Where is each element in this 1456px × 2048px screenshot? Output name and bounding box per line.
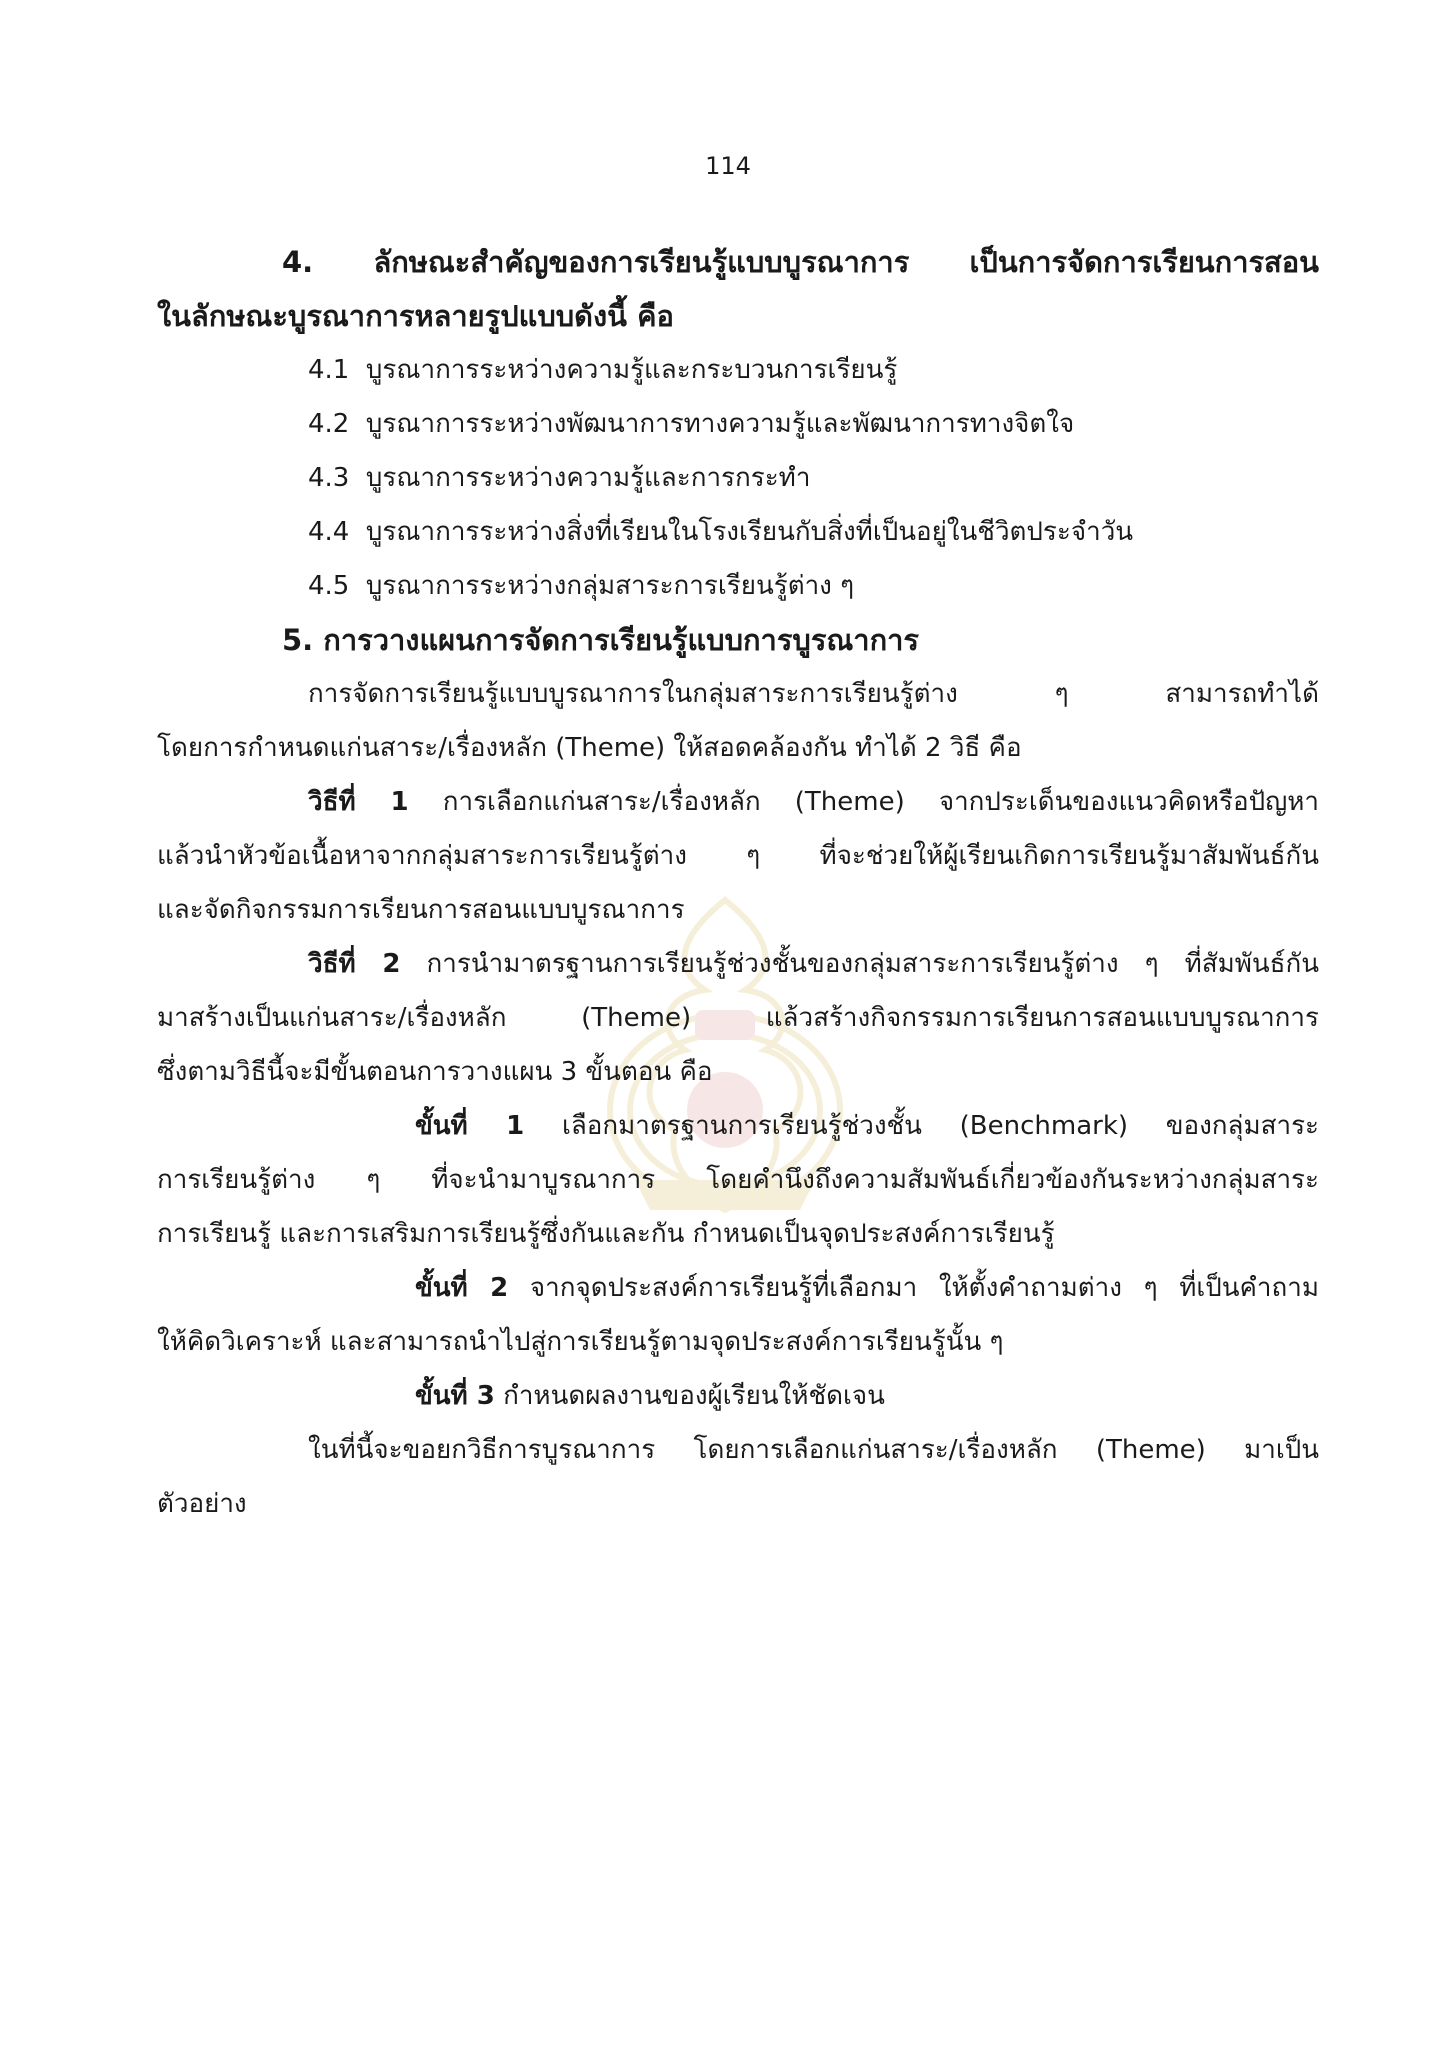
paragraph-line: มาสร้างเป็นแก่นสาระ/เรื่องหลัก (Theme) แล้วสร้างกิจกรรมการเรียนการสอนแบบบูรณาการ [157,1003,1319,1033]
paragraph-line: โดยการกำหนดแก่นสาระ/เรื่องหลัก (Theme) ให้สอดคล้องกัน ทำได้ 2 วิธี คือ [157,733,1022,763]
step3-label: ขั้นที่ 3 [415,1381,495,1411]
paragraph-line [308,944,1319,984]
item-number: 4.5 [308,571,350,601]
list-item [308,566,1319,606]
item-text: บูรณาการระหว่างความรู้และกระบวนการเรียนรู้ [365,355,898,385]
list-item [308,512,1319,552]
paragraph-line: แล้วนำหัวข้อเนื้อหาจากกลุ่มสาระการเรียนรู้ต่าง ๆ ที่จะช่วยให้ผู้เรียนเกิดการเรียนรู้มาสัมพันธ์กัน [157,841,1319,871]
item-text: บูรณาการระหว่างสิ่งที่เรียนในโรงเรียนกับสิ่งที่เป็นอยู่ในชีวิตประจำวัน [365,517,1134,547]
paragraph-line: ให้คิดวิเคราะห์ และสามารถนำไปสู่การเรียนรู้ตามจุดประสงค์การเรียนรู้นั้น ๆ [157,1327,1004,1357]
item-number: 4.3 [308,463,350,493]
paragraph-line: ซึ่งตามวิธีนี้จะมีขั้นตอนการวางแผน 3 ขั้นตอน คือ [157,1057,713,1087]
step2-text: จากจุดประสงค์การเรียนรู้ที่เลือกมา ให้ตั้งคำถามต่าง ๆ ที่เป็นคำถาม [529,1273,1319,1303]
list-item [308,350,1319,390]
section4-heading-line2: ในลักษณะบูรณาการหลายรูปแบบดังนี้ คือ [157,299,674,333]
paragraph-line: การเรียนรู้ต่าง ๆ ที่จะนำมาบูรณาการ โดยคำนึงถึงความสัมพันธ์เกี่ยวข้องกันระหว่างกลุ่มสาระ [157,1165,1319,1195]
method1-text: การเลือกแก่นสาระ/เรื่องหลัก (Theme) จากประเด็นของแนวคิดหรือปัญหา [442,787,1319,817]
item-text: บูรณาการระหว่างกลุ่มสาระการเรียนรู้ต่าง ๆ [365,571,855,601]
item-text: บูรณาการระหว่างพัฒนาการทางความรู้และพัฒนาการทางจิตใจ [365,409,1075,439]
paragraph-line: ตัวอย่าง [157,1489,247,1519]
item-number: 4.1 [308,355,350,385]
step3-text: กำหนดผลงานของผู้เรียนให้ชัดเจน [503,1381,885,1411]
paragraph-line [415,1106,1319,1146]
method2-label: วิธีที่ 2 [308,949,401,979]
paragraph-line [415,1268,1319,1308]
paragraph-line: การเรียนรู้ และการเสริมการเรียนรู้ซึ่งกันและกัน กำหนดเป็นจุดประสงค์การเรียนรู้ [157,1219,1055,1249]
step2-label: ขั้นที่ 2 [415,1273,509,1303]
page-number: 114 [705,152,751,180]
paragraph-line [415,1376,1319,1416]
step1-label: ขั้นที่ 1 [415,1111,525,1141]
item-number: 4.4 [308,517,350,547]
list-item [308,404,1319,444]
item-number: 4.2 [308,409,350,439]
method2-text: การนำมาตรฐานการเรียนรู้ช่วงชั้นของกลุ่มสาระการเรียนรู้ต่าง ๆ ที่สัมพันธ์กัน [426,949,1320,979]
list-item [308,458,1319,498]
paragraph-line: การจัดการเรียนรู้แบบบูรณาการในกลุ่มสาระการเรียนรู้ต่าง ๆ สามารถทำได้ [308,679,1319,709]
section4-heading-line1: 4. ลักษณะสำคัญของการเรียนรู้แบบบูรณาการ เป็นการจัดการเรียนการสอน [282,245,1319,279]
paragraph-line [308,782,1319,822]
item-text: บูรณาการระหว่างความรู้และการกระทำ [365,463,811,493]
paragraph-line: ในที่นี้จะขอยกวิธีการบูรณาการ โดยการเลือกแก่นสาระ/เรื่องหลัก (Theme) มาเป็น [308,1435,1319,1465]
section5-heading: 5. การวางแผนการจัดการเรียนรู้แบบการบูรณาการ [282,623,920,657]
step1-text: เลือกมาตรฐานการเรียนรู้ช่วงชั้น (Benchmark) ของกลุ่มสาระ [561,1111,1320,1141]
paragraph-line: และจัดกิจกรรมการเรียนการสอนแบบบูรณาการ [157,895,685,925]
method1-label: วิธีที่ 1 [308,787,409,817]
